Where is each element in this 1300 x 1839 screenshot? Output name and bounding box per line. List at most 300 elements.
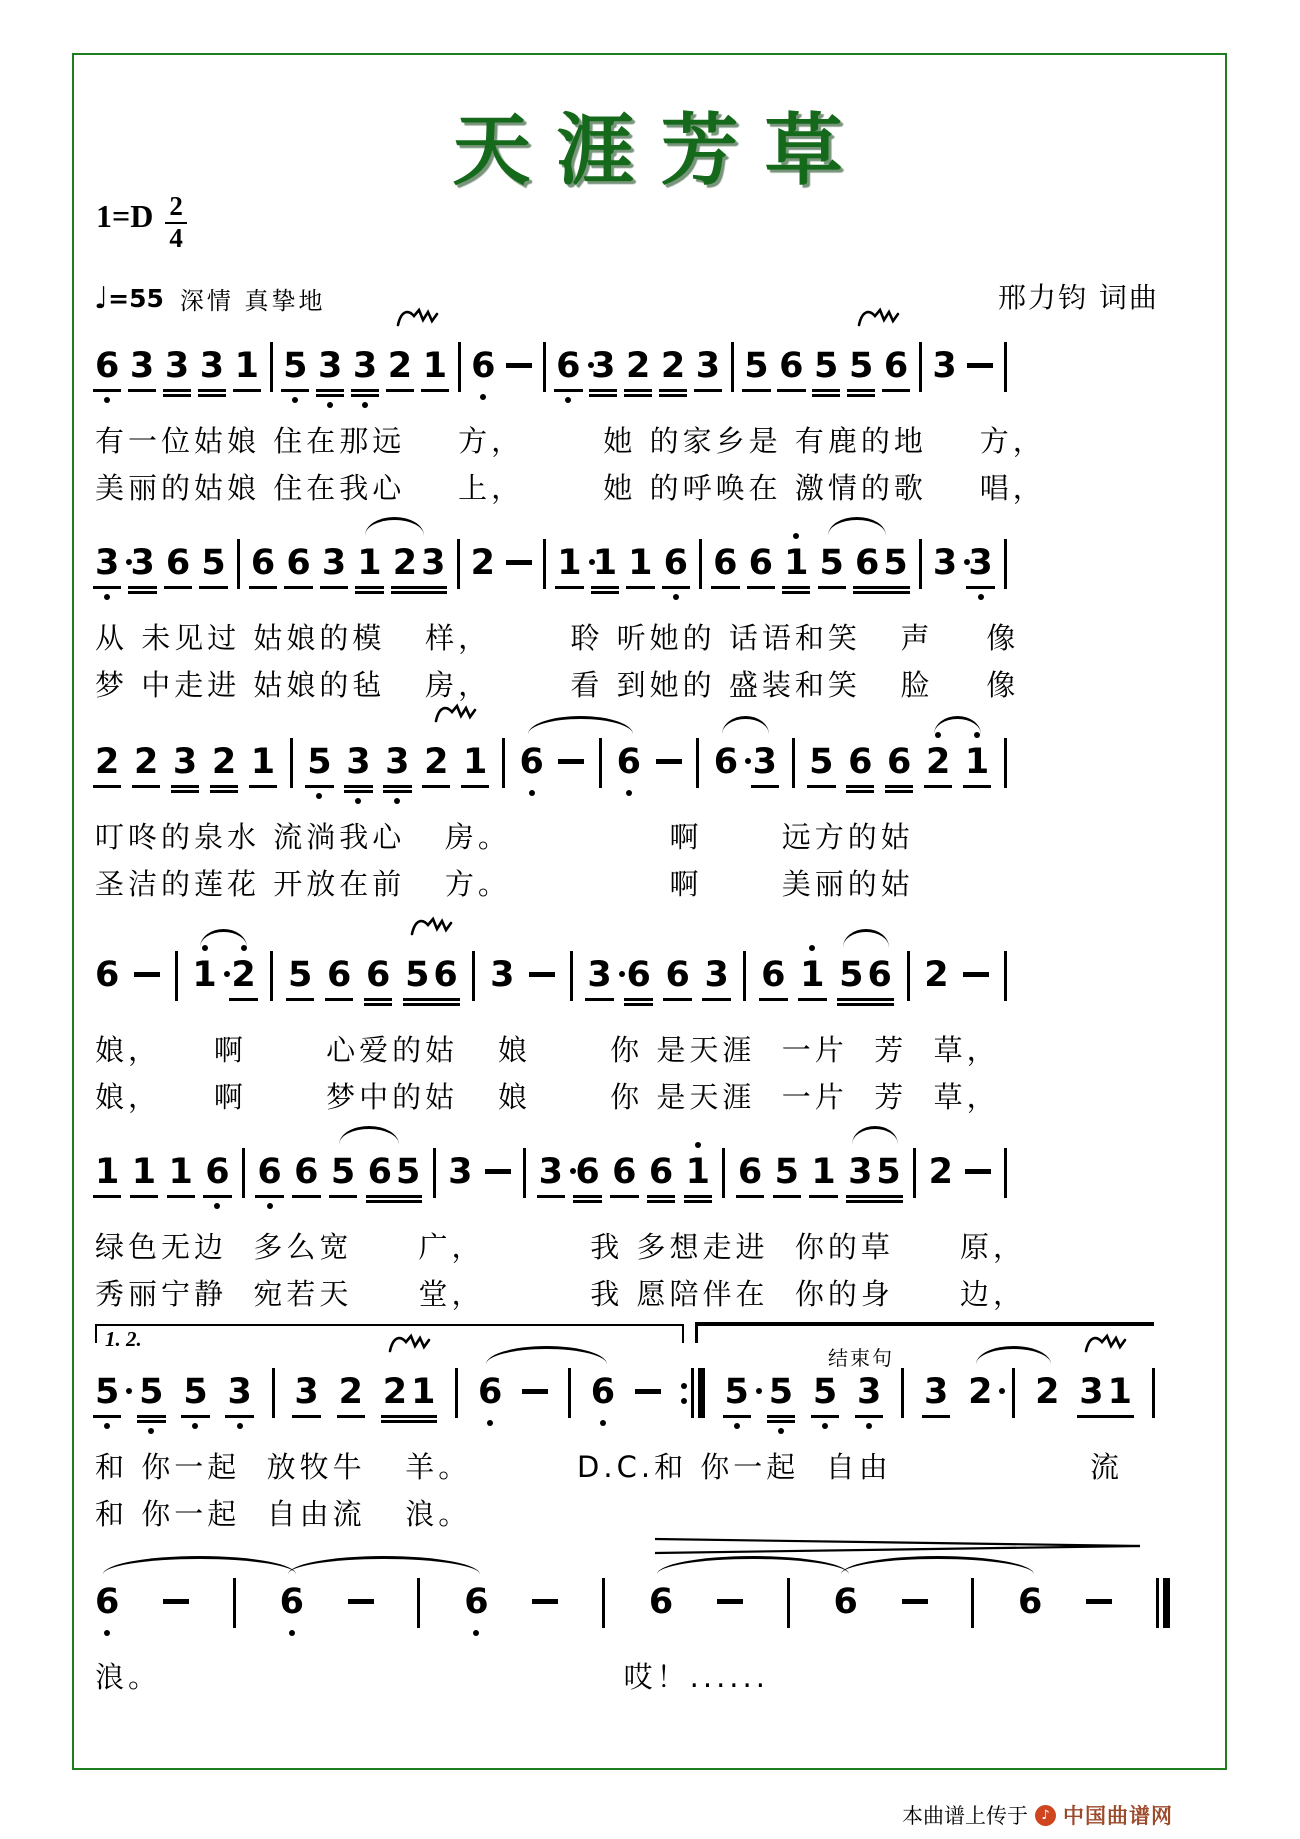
note-digit: 2 xyxy=(424,742,449,782)
barline xyxy=(455,1368,458,1418)
note-digit: 2 xyxy=(625,346,651,386)
note-digit: 3 xyxy=(317,346,343,386)
note-cell xyxy=(593,543,617,583)
barline xyxy=(971,1578,974,1628)
eighth-underline xyxy=(355,586,383,589)
high-octave-dot xyxy=(695,1142,701,1148)
note-cell xyxy=(713,543,737,583)
note-cell xyxy=(924,955,948,995)
note-cell xyxy=(130,346,154,386)
eighth-underline xyxy=(853,586,881,589)
note-digit: 6 xyxy=(556,346,581,386)
barline xyxy=(787,1578,790,1628)
note-cell xyxy=(887,742,911,782)
note-cell xyxy=(448,1152,472,1192)
eighth-underline xyxy=(167,1195,195,1198)
dash-prolong xyxy=(163,1599,189,1604)
note-digit: 6 xyxy=(848,742,873,782)
thick-bar xyxy=(698,1368,705,1418)
note-digit: 6 xyxy=(294,1152,319,1192)
eighth-underline xyxy=(164,586,192,589)
eighth-underline xyxy=(461,785,489,788)
eighth-underline xyxy=(130,1195,158,1198)
note-digit: 5 xyxy=(201,543,226,583)
eighth-underline xyxy=(963,785,991,788)
note-digit: 5 xyxy=(809,742,834,782)
note-digit: 1 xyxy=(592,543,618,583)
note-cell xyxy=(173,742,197,782)
note-cell xyxy=(626,346,650,386)
note-digit: 6 xyxy=(95,346,120,386)
sixteenth-underline xyxy=(351,394,379,397)
barline xyxy=(599,738,602,788)
note-digit: 2 xyxy=(382,1372,408,1412)
eighth-underline xyxy=(922,1415,950,1418)
note-digit: 3 xyxy=(857,1372,882,1412)
note-digit: 5 xyxy=(183,1372,208,1412)
note-digit: 3 xyxy=(172,742,198,782)
low-octave-dot xyxy=(734,1423,740,1429)
time-signature xyxy=(165,192,187,253)
thin-bar xyxy=(1156,1578,1159,1628)
note-cell xyxy=(490,955,514,995)
note-cell xyxy=(924,1372,948,1412)
sixteenth-underline xyxy=(198,394,226,397)
note-digit: 6 xyxy=(748,543,773,583)
note-cell xyxy=(738,1152,762,1192)
music-system-7 xyxy=(95,1582,1170,1701)
eighth-underline xyxy=(742,389,770,392)
note-digit: 6 xyxy=(519,742,544,782)
barline xyxy=(242,1148,245,1198)
note-cell xyxy=(725,1372,749,1412)
beamed-group xyxy=(405,955,458,995)
note-digit: 3 xyxy=(352,346,378,386)
eighth-underline xyxy=(292,1415,320,1418)
low-octave-dot xyxy=(355,798,361,804)
note-digit: 6 xyxy=(286,543,311,583)
eighth-underline xyxy=(344,785,372,788)
note-digit: 5 xyxy=(774,1152,799,1192)
eighth-underline xyxy=(837,998,865,1001)
note-digit: 3 xyxy=(421,543,446,583)
note-cell xyxy=(280,1582,304,1622)
note-cell xyxy=(814,346,838,386)
note-digit: 5 xyxy=(744,346,769,386)
note-cell xyxy=(628,543,652,583)
eighth-underline xyxy=(284,586,312,589)
eighth-underline xyxy=(229,998,257,1001)
barline xyxy=(1004,738,1007,788)
sixteenth-underline xyxy=(659,394,687,397)
low-octave-dot xyxy=(487,1420,493,1426)
lyric-line-1: 从 未见过 姑娘的模 样， 聆 听她的 话语和笑 声 像 xyxy=(95,621,1020,655)
note-cell xyxy=(405,955,429,995)
note-digit: 2 xyxy=(338,1372,363,1412)
sixteenth-underline xyxy=(355,591,383,594)
low-octave-dot xyxy=(237,1423,243,1429)
eighth-underline xyxy=(163,389,191,392)
note-digit: 5 xyxy=(876,1152,901,1192)
barline xyxy=(270,342,273,392)
lyric-line-1: 有一位姑娘 住在那远 方， 她 的家乡是 有鹿的地 方， xyxy=(95,424,1046,458)
barline xyxy=(272,1368,275,1418)
note-digit: 5 xyxy=(819,543,844,583)
note-digit: 1 xyxy=(784,543,809,583)
eighth-underline xyxy=(659,389,687,392)
meter-denominator: 4 xyxy=(169,222,183,253)
augmentation-dot xyxy=(619,971,625,977)
note-cell xyxy=(539,1152,563,1192)
note-cell xyxy=(327,955,351,995)
note-digit: 3 xyxy=(321,543,347,583)
note-digit: 6 xyxy=(327,955,352,995)
sixteenth-underline xyxy=(573,1200,601,1203)
eighth-underline xyxy=(818,586,846,589)
low-octave-dot xyxy=(292,397,298,403)
note-cell xyxy=(251,742,275,782)
eighth-underline xyxy=(589,389,617,392)
sixteenth-underline xyxy=(591,591,619,594)
note-cell xyxy=(820,543,844,583)
low-octave-dot xyxy=(529,790,535,796)
note-digit: 3 xyxy=(199,346,225,386)
note-digit: 1 xyxy=(422,346,448,386)
sixteenth-underline xyxy=(853,591,881,594)
note-cell xyxy=(235,346,259,386)
barline xyxy=(458,342,461,392)
note-cell xyxy=(855,543,879,583)
augmentation-dot xyxy=(224,971,230,977)
eighth-underline xyxy=(624,389,652,392)
note-cell xyxy=(411,1372,435,1412)
note-cell xyxy=(339,1372,363,1412)
note-digit: 2 xyxy=(231,955,256,995)
eighth-underline xyxy=(846,785,874,788)
note-cell xyxy=(95,1582,119,1622)
note-cell xyxy=(833,1582,857,1622)
note-digit: 6 xyxy=(626,955,651,995)
barline xyxy=(472,951,475,1001)
eighth-underline xyxy=(647,1195,675,1198)
eighth-underline xyxy=(366,1195,394,1198)
note-cell xyxy=(388,346,412,386)
low-octave-dot xyxy=(978,594,984,600)
note-digit: 2 xyxy=(924,955,949,995)
note-digit: 2 xyxy=(470,543,495,583)
note-cell xyxy=(848,1152,872,1192)
eighth-underline xyxy=(798,998,826,1001)
sixteenth-underline xyxy=(885,790,913,793)
note-digit: 6 xyxy=(833,1582,858,1622)
note-cell xyxy=(132,1152,156,1192)
volta-label: 1. 2. xyxy=(105,1327,142,1351)
eighth-underline xyxy=(573,1195,601,1198)
thin-bar xyxy=(691,1368,694,1418)
sixteenth-underline xyxy=(403,1003,431,1006)
note-cell xyxy=(664,543,688,583)
eighth-underline xyxy=(773,1195,801,1198)
barline xyxy=(901,1368,904,1418)
low-octave-dot xyxy=(822,1423,828,1429)
note-cell xyxy=(396,1152,420,1192)
sixteenth-underline xyxy=(647,1200,675,1203)
low-octave-dot xyxy=(104,397,110,403)
eighth-underline xyxy=(624,998,652,1001)
eighth-underline xyxy=(847,389,875,392)
note-cell xyxy=(463,742,487,782)
thick-bar xyxy=(1163,1578,1170,1628)
note-cell xyxy=(591,1372,615,1412)
note-digit: 6 xyxy=(713,543,738,583)
note-digit: 2 xyxy=(387,346,413,386)
note-digit: 6 xyxy=(883,346,909,386)
barline xyxy=(907,951,910,1001)
note-cell xyxy=(95,346,119,386)
note-cell xyxy=(201,543,225,583)
sixteenth-underline xyxy=(874,1200,902,1203)
eighth-underline xyxy=(281,389,309,392)
note-digit: 6 xyxy=(612,1152,637,1192)
barline xyxy=(270,951,273,1001)
note-cell xyxy=(1018,1582,1042,1622)
note-cell xyxy=(749,543,773,583)
sixteenth-underline xyxy=(137,1420,165,1423)
eighth-underline xyxy=(812,389,840,392)
eighth-underline xyxy=(394,1195,422,1198)
beamed-group xyxy=(393,543,446,583)
barline xyxy=(696,738,699,788)
sixteenth-underline xyxy=(589,394,617,397)
notation-row xyxy=(95,1582,1170,1640)
note-cell xyxy=(95,955,119,995)
sixteenth-underline xyxy=(366,1200,394,1203)
note-digit: 3 xyxy=(848,1152,873,1192)
note-digit: 5 xyxy=(307,742,332,782)
low-octave-dot xyxy=(148,1428,154,1434)
high-octave-dot xyxy=(809,945,815,951)
low-octave-dot xyxy=(192,1423,198,1429)
note-digit: 6 xyxy=(616,742,641,782)
note-cell xyxy=(424,742,448,782)
eighth-underline xyxy=(866,998,894,1001)
note-cell xyxy=(769,1372,793,1412)
note-digit: 5 xyxy=(396,1152,421,1192)
note-digit: 5 xyxy=(288,955,313,995)
note-cell xyxy=(968,1372,992,1412)
note-digit: 1 xyxy=(557,543,582,583)
lyric-line-1: 叮咚的泉水 流淌我心 房。 啊 远方的姑 xyxy=(95,820,914,854)
note-cell xyxy=(849,346,873,386)
eighth-underline xyxy=(751,785,779,788)
note-cell xyxy=(649,1582,673,1622)
note-digit: 3 xyxy=(95,543,120,583)
note-cell xyxy=(575,1152,599,1192)
note-cell xyxy=(165,346,189,386)
eighth-underline xyxy=(181,1415,209,1418)
low-octave-dot xyxy=(473,1630,479,1636)
lyric-line-1: 绿色无边 多么宽 广， 我 多想走进 你的草 原， xyxy=(95,1230,1027,1264)
eighth-underline xyxy=(626,586,654,589)
eighth-underline xyxy=(386,389,414,392)
barline xyxy=(570,951,573,1001)
note-digit: 6 xyxy=(713,742,739,782)
augmentation-dot xyxy=(126,1388,132,1394)
dash-prolong xyxy=(522,1389,548,1394)
note-cell xyxy=(696,346,720,386)
note-cell xyxy=(283,346,307,386)
note-cell xyxy=(591,346,615,386)
note-cell xyxy=(753,742,777,782)
sixteenth-underline xyxy=(383,790,411,793)
note-cell xyxy=(353,346,377,386)
note-digit: 6 xyxy=(663,543,688,583)
sixteenth-underline xyxy=(391,591,419,594)
eighth-underline xyxy=(421,389,449,392)
sixteenth-underline xyxy=(316,394,344,397)
note-digit: 1 xyxy=(95,1152,120,1192)
eighth-underline xyxy=(286,998,314,1001)
note-cell xyxy=(393,543,417,583)
eighth-underline xyxy=(809,1195,837,1198)
eighth-underline xyxy=(198,389,226,392)
sixteenth-underline xyxy=(837,1003,865,1006)
note-cell xyxy=(192,955,216,995)
note-digit: 1 xyxy=(811,1152,836,1192)
barline xyxy=(568,1368,571,1418)
note-cell xyxy=(557,543,581,583)
note-digit: 3 xyxy=(227,1372,252,1412)
eighth-underline xyxy=(249,785,277,788)
augmentation-dot xyxy=(999,1388,1005,1394)
eighth-underline xyxy=(855,1415,883,1418)
beamed-group xyxy=(368,1152,421,1192)
note-cell xyxy=(848,742,872,782)
note-digit: 3 xyxy=(385,742,410,782)
low-octave-dot xyxy=(267,1203,273,1209)
eighth-underline xyxy=(233,389,261,392)
note-cell xyxy=(471,346,495,386)
barline xyxy=(913,1148,916,1198)
eighth-underline xyxy=(811,1415,839,1418)
low-octave-dot xyxy=(600,1420,606,1426)
note-digit: 6 xyxy=(648,1152,674,1192)
note-cell xyxy=(649,1152,673,1192)
low-octave-dot xyxy=(480,394,486,400)
note-cell xyxy=(587,955,611,995)
eighth-underline xyxy=(711,586,739,589)
note-digit: 1 xyxy=(168,1152,193,1192)
repeat-dot xyxy=(681,1398,687,1404)
note-cell xyxy=(95,543,119,583)
note-digit: 3 xyxy=(164,346,190,386)
dash-prolong xyxy=(965,1169,991,1174)
eighth-underline xyxy=(128,586,156,589)
note-cell xyxy=(1108,1372,1132,1412)
barline xyxy=(433,1148,436,1198)
barline xyxy=(1012,1368,1015,1418)
eighth-underline xyxy=(431,998,459,1001)
meter-numerator: 2 xyxy=(165,192,187,224)
dash-prolong xyxy=(506,363,532,368)
note-cell xyxy=(368,1152,392,1192)
dash-prolong xyxy=(532,1599,558,1604)
low-octave-dot xyxy=(866,1423,872,1429)
sixteenth-underline xyxy=(419,591,447,594)
note-digit: 6 xyxy=(366,955,391,995)
note-digit: 5 xyxy=(405,955,430,995)
sixteenth-underline xyxy=(163,394,191,397)
repeat-barline xyxy=(681,1368,705,1418)
low-octave-dot xyxy=(673,594,679,600)
note-digit: 1 xyxy=(964,742,990,782)
note-cell xyxy=(965,742,989,782)
note-cell xyxy=(231,955,255,995)
note-digit: 5 xyxy=(283,346,308,386)
beamed-group xyxy=(1079,1372,1132,1412)
low-octave-dot xyxy=(394,798,400,804)
eighth-underline xyxy=(381,1415,409,1418)
sixteenth-underline xyxy=(846,1200,874,1203)
barline xyxy=(1152,1368,1155,1418)
note-digit: 1 xyxy=(250,742,276,782)
barline xyxy=(919,342,922,392)
note-cell xyxy=(612,1152,636,1192)
eighth-underline xyxy=(885,785,913,788)
note-cell xyxy=(385,742,409,782)
note-cell xyxy=(809,742,833,782)
site-name: 中国曲谱网 xyxy=(1063,1804,1173,1828)
eighth-underline xyxy=(128,389,156,392)
tempo-value: =55 xyxy=(108,284,164,313)
sixteenth-underline xyxy=(128,591,156,594)
note-cell xyxy=(366,955,390,995)
note-digit: 2 xyxy=(1035,1372,1060,1412)
music-system-2 xyxy=(95,543,1020,709)
note-digit: 6 xyxy=(257,1152,282,1192)
sixteenth-underline xyxy=(409,1420,437,1423)
note-digit: 3 xyxy=(490,955,515,995)
note-cell xyxy=(800,955,824,995)
expression-text: 深情 真挚地 xyxy=(179,287,326,315)
note-cell xyxy=(383,1372,407,1412)
note-cell xyxy=(686,1152,710,1192)
eighth-underline xyxy=(555,586,583,589)
note-digit: 2 xyxy=(95,742,120,782)
site-logo-icon xyxy=(1035,1805,1056,1826)
music-note-icon: ♪ xyxy=(1041,1807,1050,1823)
note-cell xyxy=(617,742,641,782)
sixteenth-underline xyxy=(782,591,810,594)
beamed-group xyxy=(839,955,892,995)
note-digit: 6 xyxy=(867,955,892,995)
note-digit: 3 xyxy=(968,543,993,583)
note-cell xyxy=(926,742,950,782)
eighth-underline xyxy=(807,785,835,788)
eighth-underline xyxy=(759,998,787,1001)
barline xyxy=(502,738,505,788)
note-digit: 6 xyxy=(478,1372,503,1412)
barline xyxy=(743,951,746,1001)
note-digit: 1 xyxy=(685,1152,711,1192)
eighth-underline xyxy=(881,586,909,589)
note-cell xyxy=(331,1152,355,1192)
barline xyxy=(1004,1148,1007,1198)
note-cell xyxy=(212,742,236,782)
eighth-underline xyxy=(723,1415,751,1418)
eighth-underline xyxy=(591,586,619,589)
eighth-underline xyxy=(1077,1415,1105,1418)
